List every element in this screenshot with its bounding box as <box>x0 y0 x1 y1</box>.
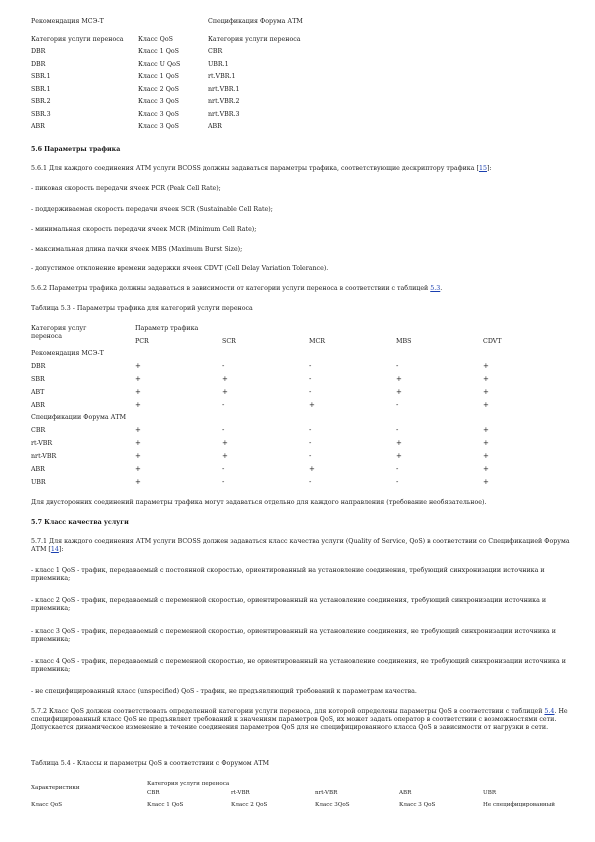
reference-link-table-5-3[interactable]: 5.3 <box>430 285 441 292</box>
mapping-subheader-category: Категория услуги переноса <box>31 36 124 43</box>
row-label: UBR <box>31 479 46 486</box>
column-header-abr: ABR <box>399 790 412 796</box>
table-cell: - <box>396 478 399 486</box>
table-caption-5-3: Таблица 5.3 - Параметры трафика для категорий услуги переноса <box>31 305 253 312</box>
table-cell: UBR.1 <box>208 61 229 68</box>
row-label: SBR <box>31 376 45 383</box>
table-cell: + <box>135 465 141 473</box>
paragraph-5-6-2 <box>31 285 571 293</box>
table-cell: - <box>222 401 225 409</box>
table-cell: - <box>309 439 312 447</box>
table-cell: DBR <box>31 61 46 68</box>
table-cell: nrt.VBR.1 <box>208 86 240 93</box>
table-cell: + <box>396 439 402 447</box>
table-cell: Не специфицированный <box>483 802 555 808</box>
table-cell: + <box>135 362 141 370</box>
table-cell: + <box>309 401 315 409</box>
table-cell: + <box>483 452 489 460</box>
table-cell: Класс 3 QoS <box>138 98 179 105</box>
table-cell: - <box>309 478 312 486</box>
table-header-category: Категория услуг <box>31 325 87 332</box>
reference-link-15[interactable]: 15 <box>478 165 487 172</box>
row-label: ABR <box>31 466 45 473</box>
list-item: - класс 1 QoS - трафик, передаваемый с постоянной скоростью, ориентированный на установление соединения, требующий синхронизации источника и приемника; <box>31 567 545 582</box>
table-cell: + <box>483 426 489 434</box>
table-cell: + <box>396 375 402 383</box>
column-header-scr: SCR <box>222 338 236 345</box>
list-item: - минимальная скорость передачи ячеек MCR (Minimum Cell Rate); <box>31 226 257 233</box>
mapping-header-itu: Рекомендация МСЭ-Т <box>31 18 104 25</box>
table-note-5-3: Для двусторонних соединений параметры трафика могут задаваться отдельно для каждого направления (требование необязательное). <box>31 499 487 506</box>
row-label: nrt-VBR <box>31 453 57 460</box>
table-cell: CBR <box>208 48 223 55</box>
table-caption-5-4: Таблица 5.4 - Классы и параметры QoS в соответствии с Форумом АТМ <box>31 760 270 767</box>
table-cell: Класс 3 QoS <box>138 123 179 130</box>
section-heading-5-6: 5.6 Параметры трафика <box>31 146 121 153</box>
paragraph-text: . Не специфицированный класс QoS не предъявляет требований к значениям параметров QoS, их может задать оператор в соответствии с возможностями сети. Допускается динамическое изменение в течение соединения параметров QoS для не специфицированного класса QoS в зависимости от нагрузки в сети. <box>31 708 568 731</box>
row-label: ABR <box>31 402 45 409</box>
list-item: - допустимое отклонение времени задержки ячеек CDVT (Cell Delay Variation Tolerance). <box>31 265 329 272</box>
table-cell: SBR.3 <box>31 111 51 118</box>
paragraph-5-7-2 <box>31 708 571 732</box>
table-cell: + <box>483 478 489 486</box>
column-header-mbs: MBS <box>396 338 412 345</box>
table-cell: - <box>396 465 399 473</box>
paragraph-text: 5.6.1 Для каждого соединения АТМ услуги BCOSS должны задаваться параметры трафика, соответствующие дескриптору трафика [ <box>31 165 479 172</box>
table-header-category: переноса <box>31 333 62 340</box>
table-cell: - <box>309 388 312 396</box>
table-cell: - <box>222 362 225 370</box>
table-cell: - <box>309 426 312 434</box>
mapping-subheader-qos: Класс QoS <box>138 36 173 43</box>
list-item: - класс 2 QoS - трафик, передаваемый с переменной скоростью, ориентированный на установление соединения, требующий синхронизации источника и приемника; <box>31 597 547 612</box>
table-cell: + <box>309 465 315 473</box>
table-cell: + <box>222 439 228 447</box>
table-header-group: Параметр трафика <box>135 325 199 332</box>
paragraph-text: 5.6.2 Параметры трафика должны задаваться в зависимости от категории услуги переноса в соответствии с таблицей <box>31 285 431 292</box>
table-cell: - <box>396 362 399 370</box>
table-cell: + <box>222 452 228 460</box>
table-cell: nrt.VBR.3 <box>208 111 240 118</box>
table-cell: + <box>483 465 489 473</box>
table-cell: + <box>222 388 228 396</box>
table-cell: DBR <box>31 48 46 55</box>
mapping-header-atm-forum: Спецификация Форума АТМ <box>208 18 303 25</box>
table-cell: SBR.2 <box>31 98 51 105</box>
list-item: - поддерживаемая скорость передачи ячеек SCR (Sustainable Cell Rate); <box>31 206 273 213</box>
table-cell: Класс U QoS <box>138 61 181 68</box>
table-cell: + <box>483 375 489 383</box>
table-section-itu: Рекомендация МСЭ-Т <box>31 350 104 357</box>
table-cell: Класс 2 QoS <box>231 802 268 808</box>
table-cell: Класс 1 QoS <box>138 73 179 80</box>
table-cell: Класс 2 QoS <box>138 86 179 93</box>
table-cell: ABR <box>31 123 45 130</box>
paragraph-5-7-1 <box>31 538 571 554</box>
paragraph-5-6-1 <box>31 165 571 173</box>
table-cell: + <box>222 375 228 383</box>
table-cell: + <box>483 362 489 370</box>
table-header-characteristics: Характеристики <box>31 785 80 791</box>
table-cell: + <box>483 401 489 409</box>
column-header-nrt-vbr: nrt-VBR <box>315 790 338 796</box>
table-cell: - <box>222 426 225 434</box>
table-cell: + <box>396 452 402 460</box>
row-label: Класс QoS <box>31 802 63 808</box>
list-item: - максимальная длина пачки ячеек MBS (Maximum Burst Size); <box>31 246 243 253</box>
table-cell: Класс 1 QoS <box>138 48 179 55</box>
table-cell: - <box>222 465 225 473</box>
table-cell: Класс 1 QoS <box>147 802 184 808</box>
column-header-cdvt: CDVT <box>483 338 502 345</box>
mapping-subheader-category-atm: Категория услуги переноса <box>208 36 301 43</box>
table-cell: - <box>396 426 399 434</box>
table-cell: + <box>135 388 141 396</box>
paragraph-text: ]: <box>486 165 492 172</box>
table-cell: ABR <box>208 123 222 130</box>
table-cell: - <box>309 452 312 460</box>
paragraph-text: ]: <box>58 545 64 553</box>
table-cell: nrt.VBR.2 <box>208 98 240 105</box>
table-cell: - <box>396 401 399 409</box>
table-cell: Класс 3 QoS <box>138 111 179 118</box>
table-cell: + <box>135 439 141 447</box>
column-header-mcr: MCR <box>309 338 326 345</box>
paragraph-text: 5.7.2 Класс QoS должен соответствовать определенной категории услуги переноса, для которой определены параметры QoS в соответствии с таблицей <box>31 708 545 715</box>
row-label: ABT <box>31 389 45 396</box>
table-cell: + <box>135 426 141 434</box>
table-cell: Класс 3 QoS <box>399 802 436 808</box>
table-header-group: Категория услуги переноса <box>147 781 230 787</box>
table-cell: + <box>135 478 141 486</box>
table-cell: - <box>309 362 312 370</box>
table-cell: - <box>222 478 225 486</box>
paragraph-text: . <box>440 285 443 292</box>
row-label: CBR <box>31 427 46 434</box>
column-header-cbr: CBR <box>147 790 160 796</box>
column-header-rt-vbr: rt-VBR <box>231 790 250 796</box>
table-cell: + <box>483 388 489 396</box>
table-cell: rt.VBR.1 <box>208 73 236 80</box>
list-item: - класс 3 QoS - трафик, передаваемый с переменной скоростью, ориентированный на установление соединения, не требующий синхронизации источника и приемника; <box>31 628 556 643</box>
table-cell: Класс 3QoS <box>315 802 350 808</box>
reference-link-table-5-4[interactable]: 5.4 <box>544 708 555 715</box>
list-item: - класс 4 QoS - трафик, передаваемый с переменной скоростью, не ориентированный на установление соединения, не требующий синхронизации источника и приемника; <box>31 658 566 673</box>
list-item: - не специфицированный класс (unspecified) QoS - трафик, не предъявляющий требований к параметрам качества. <box>31 688 417 695</box>
column-header-ubr: UBR <box>483 790 497 796</box>
table-cell: + <box>483 439 489 447</box>
row-label: DBR <box>31 363 46 370</box>
column-header-pcr: PCR <box>135 338 149 345</box>
table-cell: SBR.1 <box>31 73 51 80</box>
table-cell: + <box>135 375 141 383</box>
section-heading-5-7: 5.7 Класс качества услуги <box>31 519 129 526</box>
paragraph-text: 5.7.1 Для каждого соединения АТМ услуги BCOSS должен задаваться класс качества услуги (Quality of Service, QoS) в соответствии со Спецификацией Форума АТМ [ <box>31 538 570 553</box>
table-cell: + <box>135 452 141 460</box>
list-item: - пиковая скорость передачи ячеек PCR (Peak Cell Rate); <box>31 185 221 192</box>
reference-link-14[interactable]: 14 <box>50 545 59 553</box>
row-label: rt-VBR <box>31 440 53 447</box>
table-section-atm-forum: Спецификации Форума АТМ <box>31 414 127 421</box>
table-cell: + <box>396 388 402 396</box>
table-cell: + <box>135 401 141 409</box>
table-cell: SBR.1 <box>31 86 51 93</box>
table-cell: - <box>309 375 312 383</box>
